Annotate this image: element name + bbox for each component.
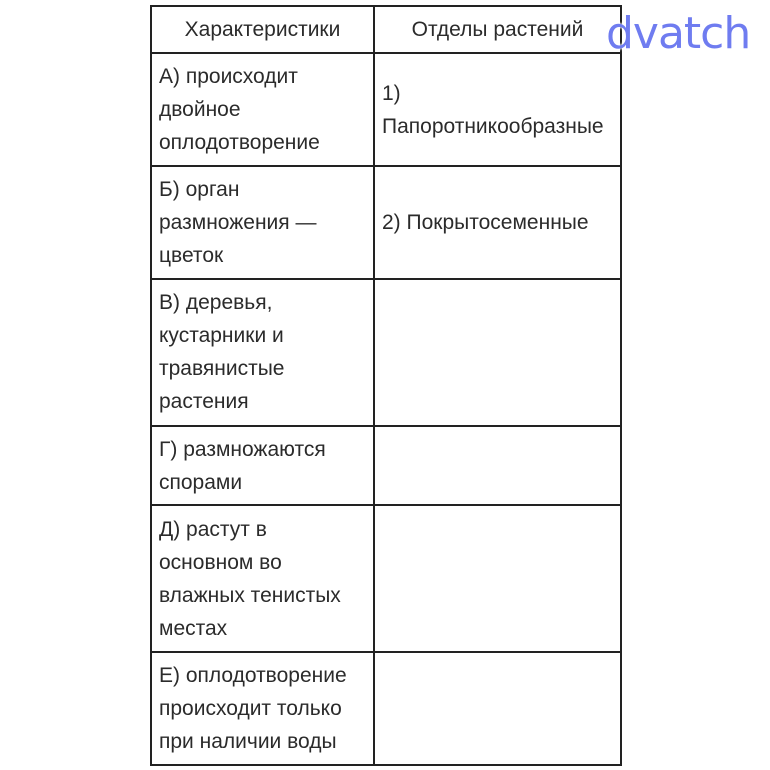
- header-plant-divisions: Отделы растений: [374, 6, 621, 53]
- characteristic-cell: [151, 652, 374, 765]
- division-cell: [374, 53, 621, 166]
- characteristic-text: Б) орган размножения — цветок: [159, 178, 317, 268]
- table-row: [151, 53, 621, 166]
- characteristic-text: Д) растут в основном во влажных тенистых местах: [159, 517, 341, 640]
- characteristic-text: Г) размножаются спорами: [159, 437, 326, 494]
- table-row: [151, 505, 621, 651]
- table-row: [151, 426, 621, 506]
- division-cell: [374, 426, 621, 506]
- division-cell: [374, 279, 621, 425]
- characteristic-cell: [151, 166, 374, 279]
- division-cell: [374, 505, 621, 651]
- characteristic-cell: [151, 53, 374, 166]
- table-row: [151, 652, 621, 765]
- division-text: 2) Покрытосеменные: [382, 211, 589, 235]
- characteristic-cell: [151, 279, 374, 425]
- characteristic-text: В) деревья, кустарники и травянистые растения: [159, 291, 285, 414]
- watermark-logo: dvatch: [606, 8, 751, 59]
- division-cell: [374, 166, 621, 279]
- matching-table: [150, 5, 622, 766]
- characteristic-text: Е) оплодотворение происходит только при наличии воды: [159, 663, 347, 753]
- header-characteristics: Характеристики: [151, 6, 374, 53]
- matching-table-container: [150, 5, 620, 766]
- table-row: [151, 279, 621, 425]
- table-row: [151, 166, 621, 279]
- characteristic-text: А) происходит двойное оплодотворение: [159, 65, 320, 155]
- table-header-row: [151, 6, 621, 53]
- characteristic-cell: [151, 426, 374, 506]
- division-cell: [374, 652, 621, 765]
- division-text: 1) Папоротникообразные: [382, 81, 604, 138]
- characteristic-cell: [151, 505, 374, 651]
